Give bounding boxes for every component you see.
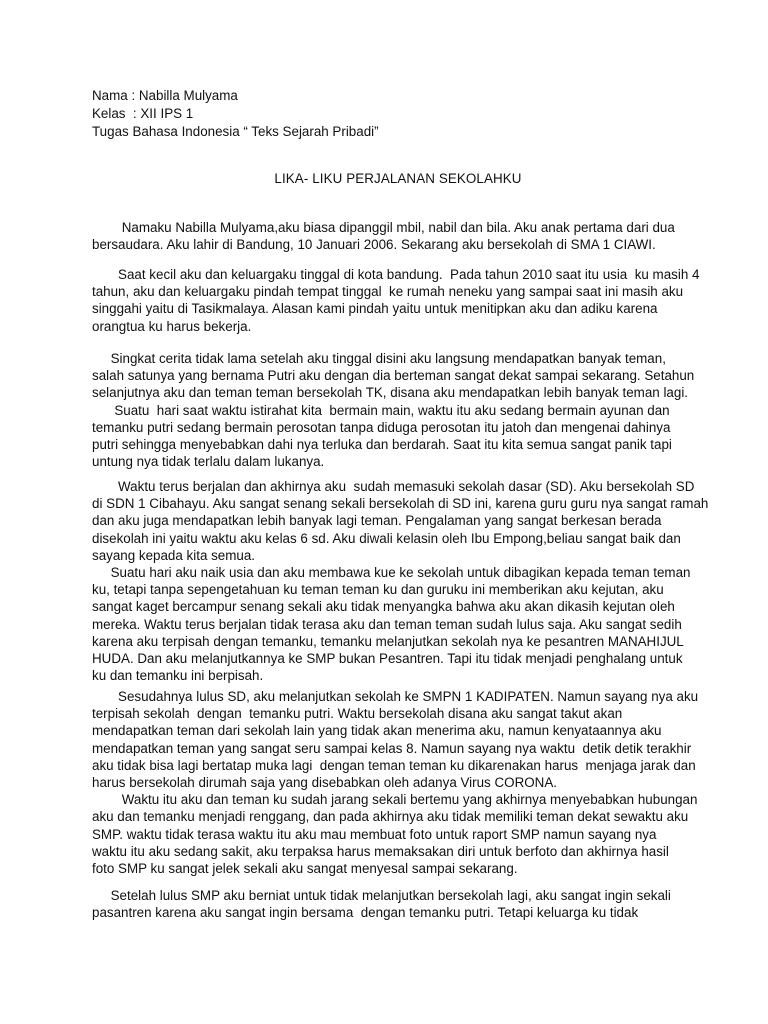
assignment-title: Tugas Bahasa Indonesia “ Teks Sejarah Pribadi” <box>92 124 379 139</box>
paragraph-4 <box>92 478 709 684</box>
paragraph-line: Setelah lulus SMP aku berniat untuk tidak melanjutkan bersekolah lagi, aku sangat ingin sekali <box>92 888 671 903</box>
paragraph-line: foto SMP ku sangat jelek sekali aku sangat menyesal sampai sekarang. <box>92 861 518 877</box>
paragraph-line: mereka. Waktu terus berjalan tidak terasa aku dan teman teman sudah lulus saja. Aku sangat sedih <box>92 616 682 632</box>
paragraph-line: putri sehingga menyebabkan dahi nya terluka dan berdarah. Saat itu kita semua sangat panik tapi <box>92 437 672 453</box>
paragraph-line: Waktu terus berjalan dan akhirnya aku sudah memasuki sekolah dasar (SD). Aku bersekolah SD <box>92 479 695 494</box>
paragraph-line: ku, tetapi tanpa sepengetahuan ku teman teman ku dan guruku ini memberikan aku kejutan, aku <box>92 582 664 598</box>
paragraph-line: aku dan temanku menjadi renggang, dan pada akhirnya aku tidak memiliki teman dekat sewaktu aku <box>92 809 689 825</box>
paragraph-line: Sesudahnya lulus SD, aku melanjutkan sekolah ke SMPN 1 KADIPATEN. Namun sayang nya aku <box>92 689 699 704</box>
paragraph-line: singgahi yaitu di Tasikmalaya. Alasan kami pindah yaitu untuk menitipkan aku dan adiku karena <box>92 301 658 317</box>
paragraph-line: Suatu hari aku naik usia dan aku membawa kue ke sekolah untuk dibagikan kepada teman teman <box>92 565 691 581</box>
paragraph-line: Suatu hari saat waktu istirahat kita bermain main, waktu itu aku sedang bermain ayunan dan <box>92 402 670 418</box>
document-header <box>92 87 379 141</box>
paragraph-line: terpisah sekolah dengan temanku putri. Waktu bersekolah disana aku sangat takut akan <box>92 706 623 722</box>
paragraph-line: bersaudara. Aku lahir di Bandung, 10 Januari 2006. Sekarang aku bersekolah di SMA 1 CIAWI. <box>92 237 656 253</box>
paragraph-2 <box>92 266 700 335</box>
paragraph-3 <box>92 350 695 470</box>
paragraph-line: mendapatkan teman yang sangat seru sampai kelas 8. Namun sayang nya waktu detik detik terakhir <box>92 740 692 756</box>
paragraph-line: dan aku juga mendapatkan lebih banyak lagi teman. Pengalaman yang sangat berkesan berada <box>92 513 662 529</box>
paragraph-line: tahun, aku dan keluargaku pindah tempat tinggal ke rumah neneku yang sampai saat ini masih aku <box>92 284 684 300</box>
student-name: Nama : Nabilla Mulyama <box>92 88 238 103</box>
paragraph-line: orangtua ku harus bekerja. <box>92 318 252 334</box>
student-class: Kelas : XII IPS 1 <box>92 106 194 121</box>
paragraph-line: Namaku Nabilla Mulyama,aku biasa dipanggil mbil, nabil dan bila. Aku anak pertama dari dua <box>92 220 675 235</box>
paragraph-line: harus bersekolah dirumah saja yang disebabkan oleh adanya Virus CORONA. <box>92 775 557 791</box>
paragraph-5 <box>92 688 699 877</box>
essay-title: LIKA- LIKU PERJALANAN SEKOLAHKU <box>274 171 522 186</box>
paragraph-line: Saat kecil aku dan keluargaku tinggal di kota bandung. Pada tahun 2010 saat itu usia ku masih 4 <box>92 267 700 282</box>
paragraph-line: pasantren karena aku sangat ingin bersama dengan temanku putri. Tetapi keluarga ku tidak <box>92 905 639 921</box>
paragraph-line: selanjutnya aku dan teman teman bersekolah TK, disana aku mendapatkan lebih banyak teman lagi. <box>92 385 689 401</box>
paragraph-line: SMP. waktu tidak terasa waktu itu aku mau membuat foto untuk raport SMP namun sayang nya <box>92 826 657 842</box>
paragraph-line: sayang kepada kita semua. <box>92 547 256 563</box>
paragraph-line: ku dan temanku ini berpisah. <box>92 668 264 684</box>
paragraph-line: Singkat cerita tidak lama setelah aku tinggal disini aku langsung mendapatkan banyak teman, <box>92 351 666 366</box>
paragraph-line: untung nya tidak terlalu dalam lukanya. <box>92 454 325 470</box>
paragraph-6 <box>92 887 682 921</box>
paragraph-1 <box>92 219 682 253</box>
paragraph-line: disekolah ini yaitu waktu aku kelas 6 sd. Aku diwali kelasin oleh Ibu Empong,beliau sangat baik dan <box>92 530 681 546</box>
paragraph-line: di SDN 1 Cibahayu. Aku sangat senang sekali bersekolah di SD ini, karena guru guru nya sangat ramah <box>92 496 709 512</box>
paragraph-line: sangat kaget bercampur senang sekali aku tidak menyangka bahwa aku akan dikasih kejutan oleh <box>92 599 675 615</box>
paragraph-line: aku tidak bisa lagi bertatap muka lagi dengan teman teman ku dikarenakan harus menjaga jarak dan <box>92 757 696 773</box>
paragraph-line: waktu itu aku sedang sakit, aku terpaksa harus memaksakan diri untuk berfoto dan akhirnya hasil <box>92 843 669 859</box>
paragraph-line: Waktu itu aku dan teman ku sudah jarang sekali bertemu yang akhirnya menyebabkan hubungan <box>92 792 698 808</box>
paragraph-line: karena aku terpisah dengan temanku, temanku melanjutkan sekolah nya ke pesantren MANAHIJUL <box>92 633 684 649</box>
paragraph-line: HUDA. Dan aku melanjutkannya ke SMP bukan Pesantren. Tapi itu tidak menjadi penghalang untuk <box>92 651 683 667</box>
paragraph-line: temanku putri sedang bermain perosotan tanpa diduga perosotan itu jatoh dan mengenai dahinya <box>92 419 671 435</box>
paragraph-line: mendapatkan teman dari sekolah lain yang tidak akan menerima aku, namun kenyataannya aku <box>92 723 662 739</box>
paragraph-line: salah satunya yang bernama Putri aku dengan dia berteman sangat dekat sampai sekarang. Setahun <box>92 368 695 384</box>
